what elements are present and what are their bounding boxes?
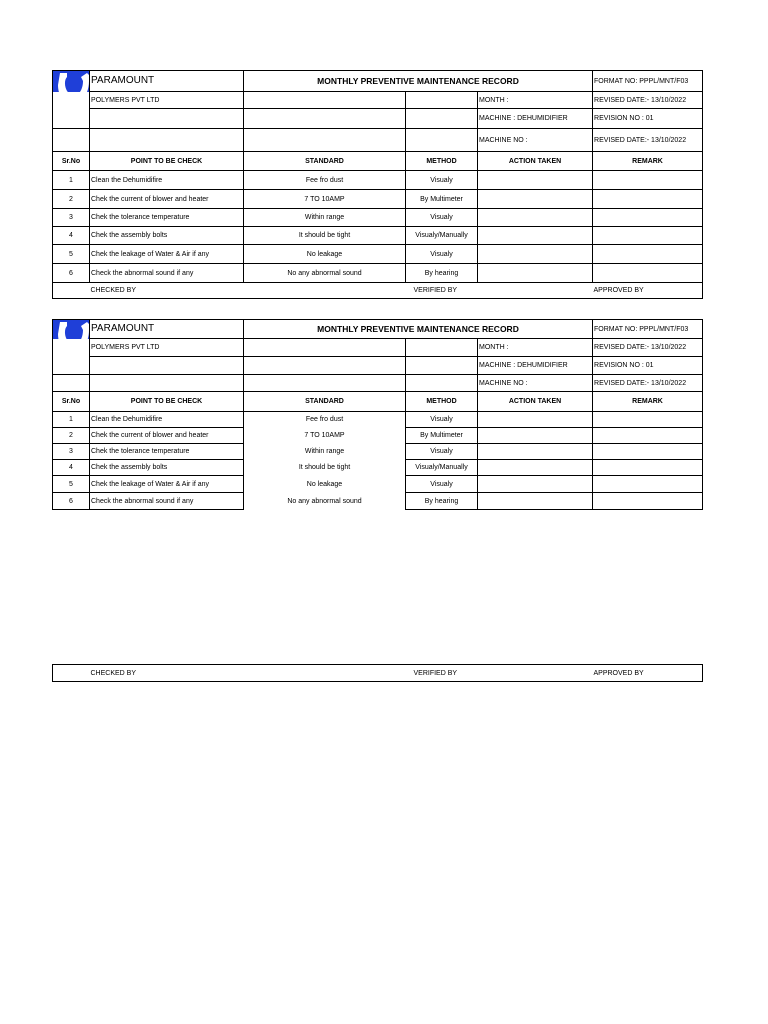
format-no: FORMAT NO: PPPL/MNT/F03 bbox=[593, 320, 703, 339]
approved-by: APPROVED BY bbox=[593, 665, 703, 682]
verified-by: VERIFIED BY bbox=[406, 283, 478, 299]
company-name: PARAMOUNT bbox=[90, 71, 244, 92]
machine-no-field[interactable]: MACHINE NO : bbox=[478, 129, 593, 152]
month-field[interactable]: MONTH : bbox=[478, 339, 593, 357]
header-remark: REMARK bbox=[593, 392, 703, 412]
table-row: 4 Chek the assembly bolts It should be tight Visualy/Manually bbox=[53, 227, 703, 245]
header-point: POINT TO BE CHECK bbox=[90, 152, 244, 171]
revised-date: REVISED DATE:- 13/10/2022 bbox=[593, 339, 703, 357]
table-header-row bbox=[53, 392, 703, 412]
action-taken-cell[interactable] bbox=[478, 264, 593, 283]
remark-cell[interactable] bbox=[593, 460, 703, 476]
remark-cell[interactable] bbox=[593, 493, 703, 510]
approved-by: APPROVED BY bbox=[593, 283, 703, 299]
company-sub: POLYMERS PVT LTD bbox=[90, 339, 244, 357]
action-taken-cell[interactable] bbox=[478, 171, 593, 190]
company-sub: POLYMERS PVT LTD bbox=[90, 92, 244, 109]
logo-cell bbox=[53, 320, 90, 339]
logo-cell bbox=[53, 71, 90, 92]
table-row: 2 Chek the current of blower and heater 7 TO 10AMP By Multimeter bbox=[53, 428, 703, 444]
machine-field: MACHINE : DEHUMIDIFIER bbox=[478, 357, 593, 375]
remark-cell[interactable] bbox=[593, 209, 703, 227]
header-point: POINT TO BE CHECK bbox=[90, 392, 244, 412]
remark-cell[interactable] bbox=[593, 428, 703, 444]
remark-cell[interactable] bbox=[593, 476, 703, 493]
table-row: 2 Chek the current of blower and heater 7 TO 10AMP By Multimeter bbox=[53, 190, 703, 209]
form-title: MONTHLY PREVENTIVE MAINTENANCE RECORD bbox=[244, 320, 593, 339]
table-row: 5 Chek the leakage of Water & Air if any No leakage Visualy bbox=[53, 245, 703, 264]
header-method: METHOD bbox=[406, 152, 478, 171]
revised-date-2: REVISED DATE:- 13/10/2022 bbox=[593, 129, 703, 152]
paramount-logo-icon bbox=[53, 71, 90, 92]
action-taken-cell[interactable] bbox=[478, 460, 593, 476]
remark-cell[interactable] bbox=[593, 171, 703, 190]
header-method: METHOD bbox=[406, 392, 478, 412]
header-sr-no: Sr.No bbox=[53, 152, 90, 171]
table-row: 3 Chek the tolerance temperature Within range Visualy bbox=[53, 444, 703, 460]
table-row: 1 Clean the Dehumidifire Fee fro dust Visualy bbox=[53, 412, 703, 428]
signature-row bbox=[53, 283, 703, 299]
checked-by: CHECKED BY bbox=[90, 665, 244, 682]
paramount-logo-icon bbox=[53, 320, 90, 339]
action-taken-cell[interactable] bbox=[478, 476, 593, 493]
form-title: MONTHLY PREVENTIVE MAINTENANCE RECORD bbox=[244, 71, 593, 92]
revised-date-2: REVISED DATE:- 13/10/2022 bbox=[593, 375, 703, 392]
maintenance-record-form-2 bbox=[52, 319, 703, 510]
action-taken-cell[interactable] bbox=[478, 412, 593, 428]
header-standard: STANDARD bbox=[244, 392, 406, 412]
revision-no: REVISION NO : 01 bbox=[593, 109, 703, 129]
company-name: PARAMOUNT bbox=[90, 320, 244, 339]
remark-cell[interactable] bbox=[593, 412, 703, 428]
table-row: 3 Chek the tolerance temperature Within range Visualy bbox=[53, 209, 703, 227]
table-row: 6 Check the abnormal sound if any No any abnormal sound By hearing bbox=[53, 264, 703, 283]
month-field[interactable]: MONTH : bbox=[478, 92, 593, 109]
revised-date: REVISED DATE:- 13/10/2022 bbox=[593, 92, 703, 109]
revision-no: REVISION NO : 01 bbox=[593, 357, 703, 375]
machine-field: MACHINE : DEHUMIDIFIER bbox=[478, 109, 593, 129]
table-header-row bbox=[53, 152, 703, 171]
signature-row-form-2 bbox=[52, 664, 703, 682]
header-action-taken: ACTION TAKEN bbox=[478, 152, 593, 171]
header-sr-no: Sr.No bbox=[53, 392, 90, 412]
remark-cell[interactable] bbox=[593, 444, 703, 460]
remark-cell[interactable] bbox=[593, 190, 703, 209]
remark-cell[interactable] bbox=[593, 227, 703, 245]
format-no: FORMAT NO: PPPL/MNT/F03 bbox=[593, 71, 703, 92]
verified-by: VERIFIED BY bbox=[406, 665, 478, 682]
header-remark: REMARK bbox=[593, 152, 703, 171]
machine-no-field[interactable]: MACHINE NO : bbox=[478, 375, 593, 392]
action-taken-cell[interactable] bbox=[478, 227, 593, 245]
header-action-taken: ACTION TAKEN bbox=[478, 392, 593, 412]
action-taken-cell[interactable] bbox=[478, 444, 593, 460]
header-standard: STANDARD bbox=[244, 152, 406, 171]
action-taken-cell[interactable] bbox=[478, 493, 593, 510]
maintenance-record-form-1 bbox=[52, 70, 703, 299]
action-taken-cell[interactable] bbox=[478, 190, 593, 209]
action-taken-cell[interactable] bbox=[478, 209, 593, 227]
remark-cell[interactable] bbox=[593, 264, 703, 283]
checked-by: CHECKED BY bbox=[90, 283, 244, 299]
action-taken-cell[interactable] bbox=[478, 245, 593, 264]
table-row: 6 Check the abnormal sound if any No any abnormal sound By hearing bbox=[53, 493, 703, 510]
table-row: 1 Clean the Dehumidifire Fee fro dust Visualy bbox=[53, 171, 703, 190]
table-row: 5 Chek the leakage of Water & Air if any No leakage Visualy bbox=[53, 476, 703, 493]
action-taken-cell[interactable] bbox=[478, 428, 593, 444]
table-row: 4 Chek the assembly bolts It should be tight Visualy/Manually bbox=[53, 460, 703, 476]
remark-cell[interactable] bbox=[593, 245, 703, 264]
